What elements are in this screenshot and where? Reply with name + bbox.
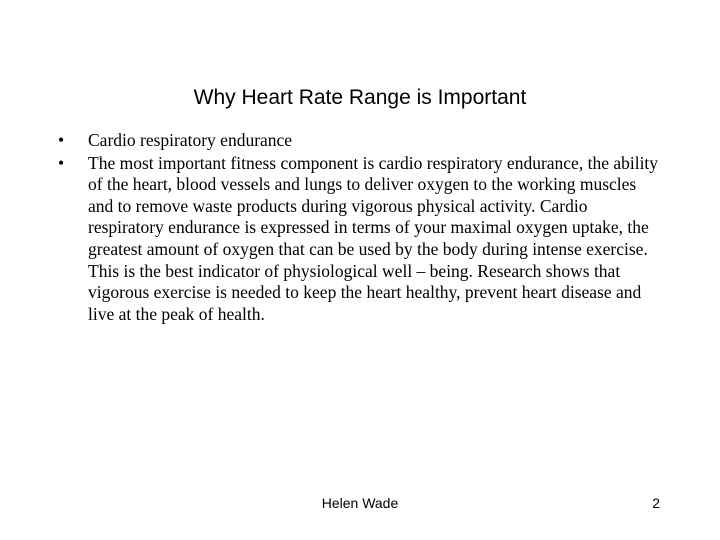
bullet-text: The most important fitness component is cardio respiratory endurance, the ability of the heart, blood vessels and lungs to deliver oxygen to the working muscles and to remove waste products during vigorous physical activity. Cardio respiratory endurance is expressed in terms of your maximal oxygen uptake, the greatest amount of oxygen that can be used by the body during intense exercise. This is the best indicator of physiological well – being. Research shows that vigorous exercise is needed to keep the heart healthy, prevent heart disease and live at the peak of health. bbox=[88, 152, 659, 324]
bullet-marker: • bbox=[58, 130, 65, 150]
bullet-item bbox=[58, 130, 664, 152]
bullet-text: Cardio respiratory endurance bbox=[88, 130, 293, 150]
slide-title: Why Heart Rate Range is Important bbox=[193, 86, 527, 109]
page-number: 2 bbox=[652, 495, 660, 511]
bullet-item bbox=[58, 153, 664, 326]
footer-author: Helen Wade bbox=[321, 495, 399, 511]
bullet-marker: • bbox=[58, 152, 65, 173]
bullet-list bbox=[58, 130, 664, 326]
